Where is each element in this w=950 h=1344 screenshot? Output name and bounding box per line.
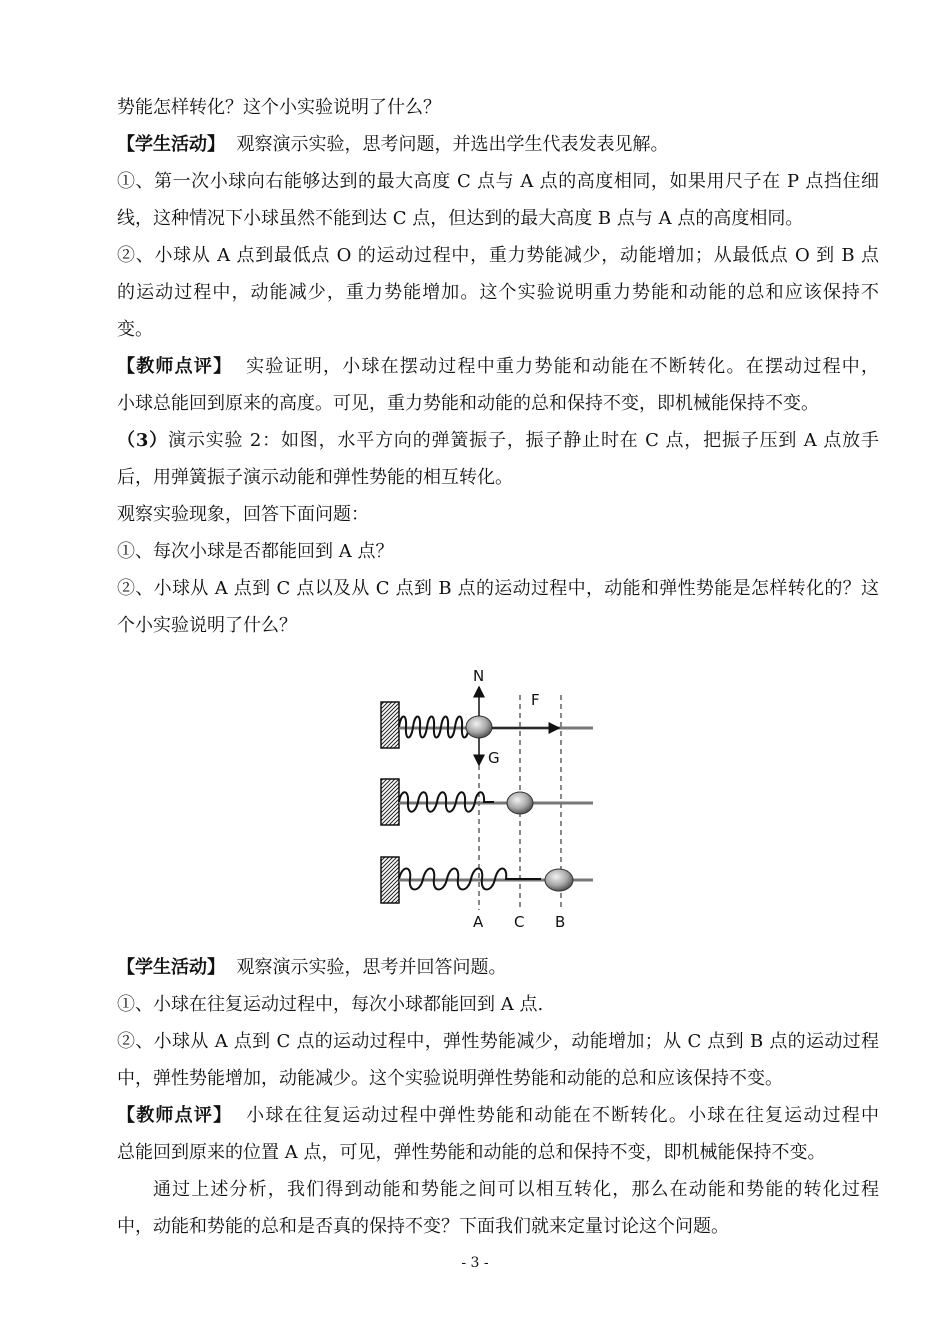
line-text: ①、小球在往复运动过程中，每次小球都能回到 A 点. xyxy=(117,994,544,1015)
line-text: 演示实验 2：如图，水平方向的弹簧振子，振子静止时在 C 点，把振子压到 A 点放手 xyxy=(168,430,879,451)
paragraph-line xyxy=(117,496,879,533)
line-text: 中，动能和势能的总和是否真的保持不变？下面我们就来定量讨论这个问题。 xyxy=(117,1216,729,1237)
line-text: ①、每次小球是否都能回到 A 点？ xyxy=(117,541,394,562)
paragraph-line xyxy=(117,163,879,200)
line-text: 中，弹性势能增加，动能减少。这个实验说明弹性势能和动能的总和应该保持不变。 xyxy=(117,1068,783,1089)
line-text: 的运动过程中，动能减少，重力势能增加。这个实验说明重力势能和动能的总和应该保持不 xyxy=(117,282,879,303)
paragraph-line xyxy=(117,237,879,274)
section-tag: （3） xyxy=(117,430,168,451)
line-text: 总能回到原来的位置 A 点，可见，弹性势能和动能的总和保持不变，即机械能保持不变。 xyxy=(117,1142,826,1163)
text-section-top xyxy=(117,89,879,644)
paragraph-line xyxy=(117,422,879,459)
label-b: B xyxy=(555,913,566,931)
line-text: 小球在往复运动过程中弹性势能和动能在不断转化。小球在往复运动过程中 xyxy=(246,1105,880,1126)
label-a: A xyxy=(473,913,484,931)
page-number: - 3 - xyxy=(461,1255,489,1271)
section-tag: 【学生活动】 xyxy=(117,957,225,978)
paragraph-line xyxy=(117,949,879,986)
paragraph-line xyxy=(117,89,879,126)
section-tag: 【教师点评】 xyxy=(117,356,233,377)
paragraph-line xyxy=(117,311,879,348)
line-text: 实验证明，小球在摆动过程中重力势能和动能在不断转化。在摆动过程中， xyxy=(246,356,880,377)
paragraph-line xyxy=(117,385,879,422)
paragraph-line xyxy=(117,570,879,607)
paragraph-line xyxy=(117,533,879,570)
line-text: 通过上述分析，我们得到动能和势能之间可以相互转化，那么在动能和势能的转化过程 xyxy=(153,1179,879,1200)
paragraph-line xyxy=(117,200,879,237)
line-text: 势能怎样转化？这个小实验说明了什么？ xyxy=(117,97,441,118)
paragraph-line xyxy=(117,274,879,311)
ball xyxy=(507,792,533,814)
ball xyxy=(466,716,492,738)
line-text: 线，这种情况下小球虽然不能到达 C 点，但达到的最大高度 B 点与 A 点的高度相同。 xyxy=(117,208,804,229)
line-text: 变。 xyxy=(117,319,153,340)
paragraph-line xyxy=(117,1208,879,1245)
label-n: N xyxy=(473,667,485,685)
spring-oscillator-figure xyxy=(373,665,603,937)
line-text: ②、小球从 A 点到 C 点以及从 C 点到 B 点的运动过程中，动能和弹性势能是怎样转化的？这 xyxy=(117,578,879,599)
section-tag: 【学生活动】 xyxy=(117,134,225,155)
label-f: F xyxy=(531,691,540,709)
section-tag: 【教师点评】 xyxy=(117,1105,233,1126)
wall xyxy=(381,779,399,825)
line-text: 观察演示实验，思考并回答问题。 xyxy=(236,957,507,978)
paragraph-line xyxy=(117,986,879,1023)
line-text: 观察实验现象，回答下面问题： xyxy=(117,504,369,525)
paragraph-line xyxy=(117,459,879,496)
label-c: C xyxy=(514,913,525,931)
ball xyxy=(545,869,573,891)
paragraph-line xyxy=(117,348,879,385)
wall xyxy=(381,857,399,903)
line-text: 后，用弹簧振子演示动能和弹性势能的相互转化。 xyxy=(117,467,513,488)
paragraph-line xyxy=(117,1060,879,1097)
line-text: 个小实验说明了什么？ xyxy=(117,615,297,636)
line-text: 小球总能回到原来的高度。可见，重力势能和动能的总和保持不变，即机械能保持不变。 xyxy=(117,393,819,414)
line-text: ②、小球从 A 点到 C 点的运动过程中，弹性势能减少，动能增加；从 C 点到 B 点的运动过程 xyxy=(117,1031,879,1052)
line-text: ①、第一次小球向右能够达到的最大高度 C 点与 A 点的高度相同，如果用尺子在 P 点挡住细 xyxy=(117,171,879,192)
wall xyxy=(381,702,399,748)
line-text: ②、小球从 A 点到最低点 O 的运动过程中，重力势能减少，动能增加；从最低点 O 到 B 点 xyxy=(117,245,879,266)
paragraph-line xyxy=(117,126,879,163)
paragraph-line xyxy=(117,607,879,644)
text-section-bottom xyxy=(117,949,879,1245)
line-text: 观察演示实验，思考问题，并选出学生代表发表见解。 xyxy=(236,134,669,155)
paragraph-line xyxy=(117,1171,879,1208)
spring-diagram xyxy=(373,665,603,937)
paragraph-line xyxy=(117,1134,879,1171)
label-g: G xyxy=(488,749,500,767)
paragraph-line xyxy=(117,1097,879,1134)
paragraph-line xyxy=(117,1023,879,1060)
